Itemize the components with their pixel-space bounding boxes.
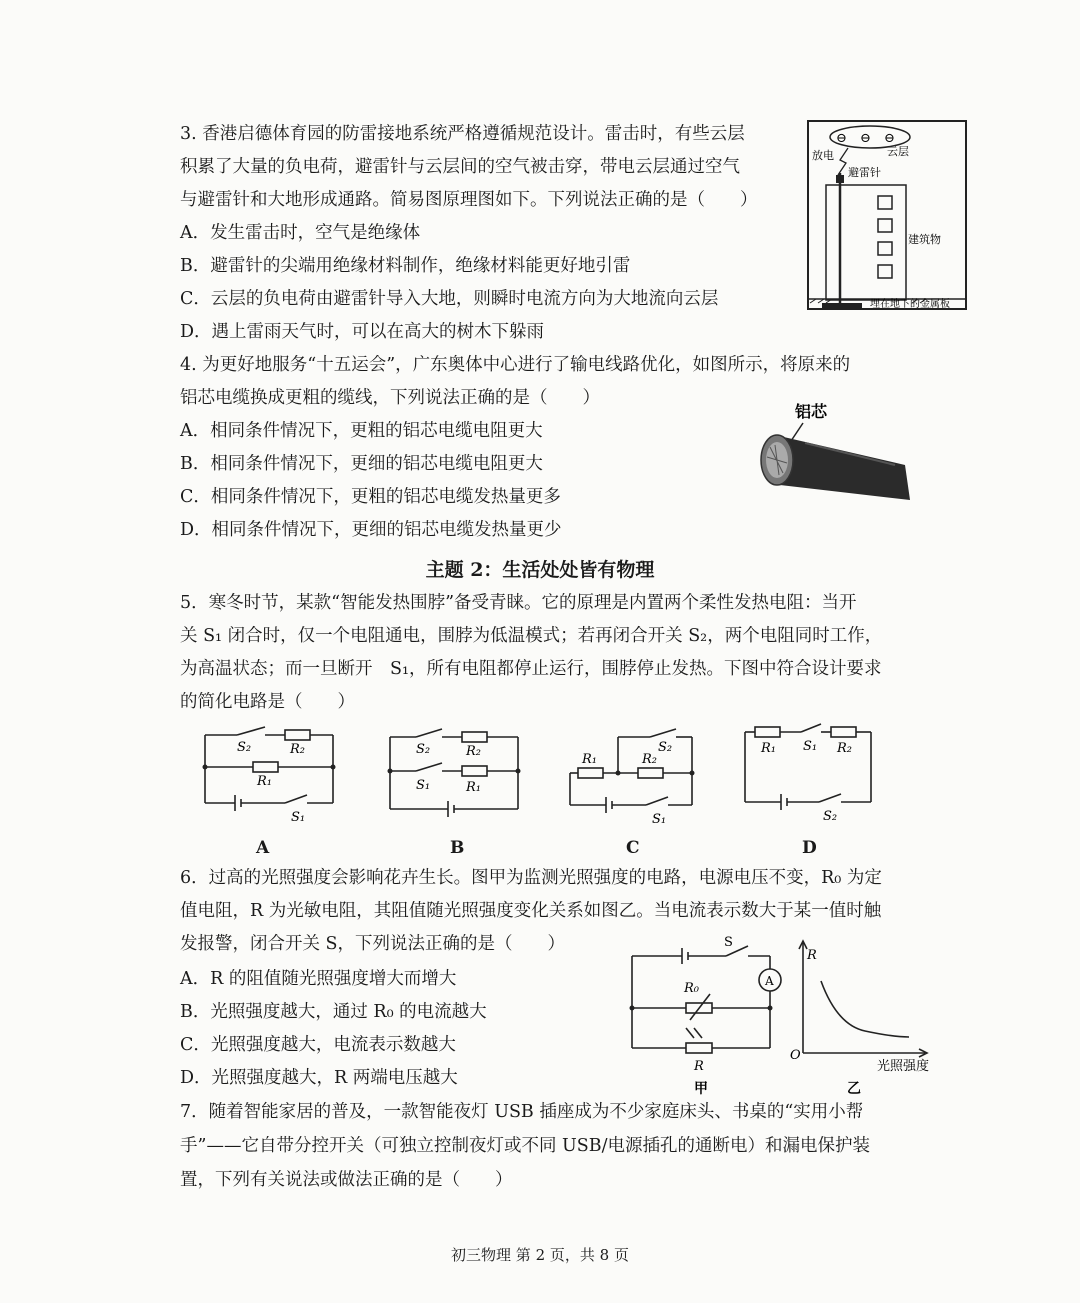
cable-figure	[745, 395, 925, 510]
q7-line-2: 手”——它自带分控开关（可独立控制夜灯或不同 USB/电源插孔的通断电）和漏电保护装	[180, 1136, 870, 1156]
q3-option-d: D．遇上雷雨天气时，可以在高大的树木下躲雨	[180, 322, 545, 342]
circuit-d-caption: D	[802, 838, 817, 858]
q4-option-b: B．相同条件情况下，更细的铝芯电缆电阻更大	[180, 454, 543, 474]
section-heading: 主题 2：生活处处皆有物理	[425, 559, 655, 581]
q3-line-2: 积累了大量的负电荷，避雷针与云层间的空气被击穿，带电云层通过空气	[180, 157, 740, 177]
circuit-label: S₁	[652, 812, 667, 827]
q4-option-c: C．相同条件情况下，更粗的铝芯电缆发热量更多	[180, 487, 561, 507]
jia-caption: 甲	[694, 1081, 708, 1097]
q3-line-3: 与避雷针和大地形成通路。简易图原理图如下。下列说法正确的是（ ）	[180, 190, 758, 210]
circuit-label: R₁	[466, 780, 481, 795]
circuit-label: S₂	[237, 740, 252, 755]
cloud-charge: ⊖	[836, 131, 847, 146]
q7-line-1: 7．随着智能家居的普及，一款智能夜灯 USB 插座成为不少家庭床头、书桌的“实用小帮	[180, 1102, 864, 1122]
circuit-label: S₁	[803, 739, 818, 754]
circuit-c	[560, 725, 710, 835]
circuit-d	[735, 720, 885, 830]
circuit-a	[195, 725, 345, 835]
circuit-label: S₂	[416, 742, 431, 757]
ammeter-label: A	[765, 974, 774, 988]
r-label: R	[694, 1059, 704, 1074]
q7-line-3: 置，下列有关说法或做法正确的是（ ）	[180, 1170, 513, 1190]
cloud-charge: ⊖	[860, 131, 871, 146]
q5-line-1: 5．寒冬时节，某款“智能发热围脖”备受青睐。它的原理是内置两个柔性发热电阻：当开	[180, 593, 857, 613]
metal-plate-label: 埋在地下的金属板	[870, 299, 950, 310]
circuit-label: R₂	[837, 741, 852, 756]
y-axis-label: R	[807, 948, 817, 963]
circuit-label: R₂	[466, 744, 481, 759]
circuit-b	[380, 725, 530, 835]
circuit-label: S₂	[823, 809, 838, 824]
graph-yi-figure	[785, 935, 945, 1100]
circuit-b-caption: B	[450, 838, 465, 858]
discharge-label: 放电	[812, 149, 834, 162]
x-axis-label: 光照强度	[877, 1059, 930, 1074]
q4-line-1: 4. 为更好地服务“十五运会”，广东奥体中心进行了输电线路优化，如图所示，将原来的	[180, 355, 851, 375]
aluminum-core-label: 铝芯	[795, 402, 828, 421]
circuit-label: R₁	[582, 752, 597, 767]
cloud-label: 云层	[887, 145, 909, 158]
page-footer: 初三物理 第 2 页，共 8 页	[451, 1246, 629, 1264]
q6-option-b: B．光照强度越大，通过 R₀ 的电流越大	[180, 1002, 487, 1022]
circuit-label: S₂	[658, 740, 673, 755]
circuit-c-caption: C	[626, 838, 640, 858]
q3-option-c: C．云层的负电荷由避雷针导入大地，则瞬时电流方向为大地流向云层	[180, 289, 719, 309]
circuit-label: R₁	[257, 774, 272, 789]
q3-option-b: B．避雷针的尖端用绝缘材料制作，绝缘材料能更好地引雷	[180, 256, 631, 276]
lightning-rod-figure	[800, 115, 972, 315]
q6-option-c: C．光照强度越大，电流表示数越大	[180, 1035, 456, 1055]
q5-line-3: 为高温状态；而一旦断开 S₁，所有电阻都停止运行，围脖停止发热。下图中符合设计要求	[180, 659, 882, 679]
q6-option-a: A．R 的阻值随光照强度增大而增大	[180, 969, 457, 989]
q4-option-a: A．相同条件情况下，更粗的铝芯电缆电阻更大	[180, 421, 543, 441]
q3-line-1: 3. 香港启德体育园的防雷接地系统严格遵循规范设计。雷击时，有些云层	[180, 124, 745, 144]
cloud-charge: ⊖	[884, 131, 895, 146]
switch-label: S	[724, 935, 733, 950]
q4-option-d: D．相同条件情况下，更细的铝芯电缆发热量更少	[180, 520, 562, 540]
yi-caption: 乙	[847, 1081, 861, 1097]
building-label: 建筑物	[908, 233, 941, 246]
r0-label: R₀	[684, 981, 699, 996]
circuit-jia-figure	[620, 928, 790, 1098]
q6-line-2: 值电阻，R 为光敏电阻，其阻值随光照强度变化关系如图乙。当电流表示数大于某一值时触	[180, 901, 882, 921]
q5-line-4: 的简化电路是（ ）	[180, 692, 355, 712]
circuit-label: S₁	[291, 810, 306, 825]
q6-option-d: D．光照强度越大，R 两端电压越大	[180, 1068, 458, 1088]
q6-line-1: 6．过高的光照强度会影响花卉生长。图甲为监测光照强度的电路，电源电压不变，R₀ 为定	[180, 868, 882, 888]
circuit-label: S₁	[416, 778, 431, 793]
circuit-label: R₁	[761, 741, 776, 756]
rod-label: 避雷针	[848, 166, 881, 179]
origin-label: O	[790, 1048, 801, 1063]
circuit-label: R₂	[290, 742, 305, 757]
q6-line-3: 发报警，闭合开关 S，下列说法正确的是（ ）	[180, 934, 566, 954]
circuit-a-caption: A	[256, 838, 270, 858]
q5-line-2: 关 S₁ 闭合时，仅一个电阻通电，围脖为低温模式；若再闭合开关 S₂，两个电阻同时工作，	[180, 626, 883, 646]
q3-option-a: A．发生雷击时，空气是绝缘体	[180, 223, 421, 243]
q4-line-2: 铝芯电缆换成更粗的缆线，下列说法正确的是（ ）	[180, 388, 600, 408]
circuit-label: R₂	[642, 752, 657, 767]
